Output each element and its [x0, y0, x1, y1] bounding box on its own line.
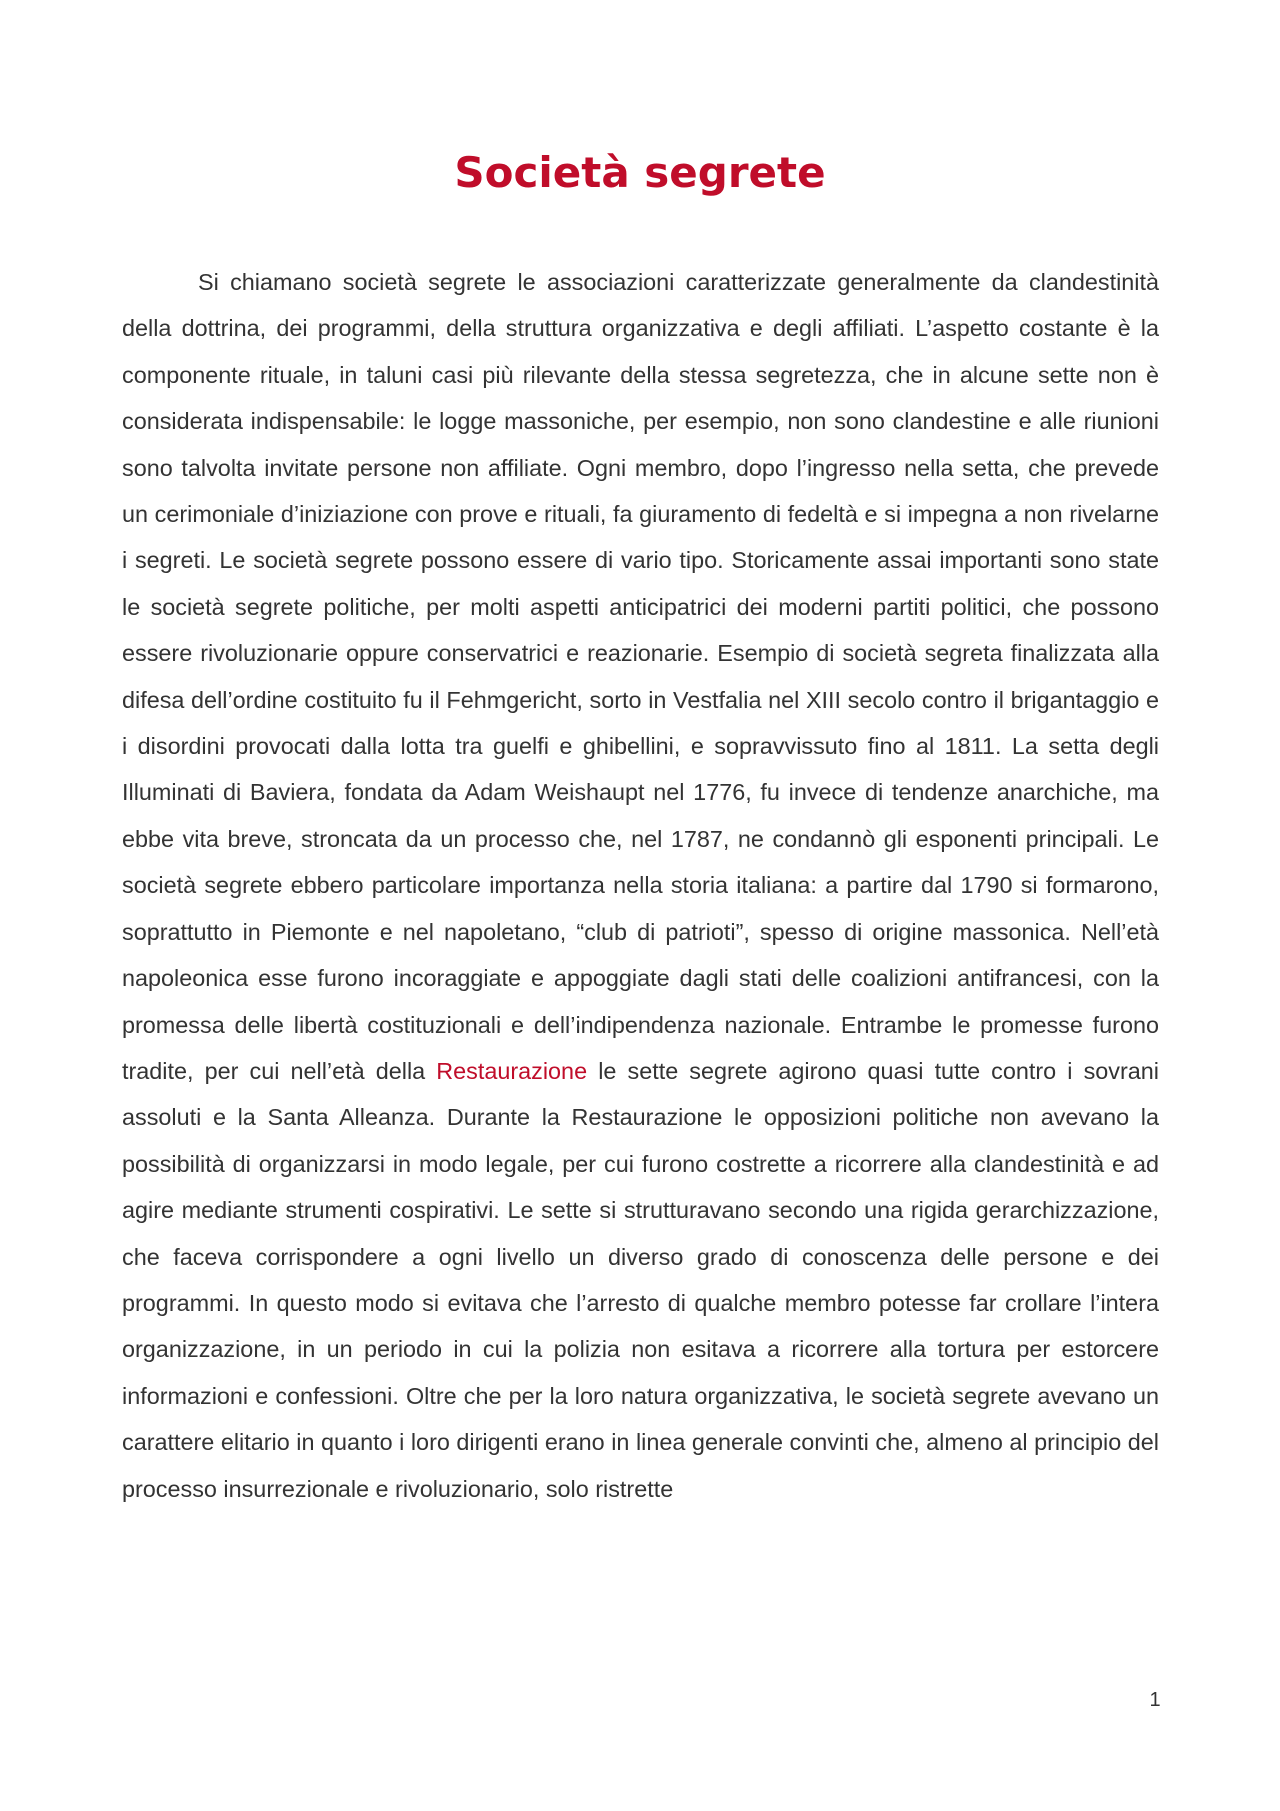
body-paragraph	[122, 259, 1159, 1512]
page-title: Società segrete	[454, 148, 826, 197]
restaurazione-link[interactable]: Restaurazione	[436, 1057, 588, 1084]
paragraph-text-end: le sette segrete agirono quasi tutte contro i sovrani assoluti e la Santa Alleanza. Durante la Restaurazione le opposizioni politiche non avevano la possibilità di organizzarsi in modo legale, per cui furono costrette a ricorrere alla clandestinità e ad agire mediante strumenti cospirativi. Le sette si strutturavano secondo una rigida gerarchizzazione, che faceva corrispondere a ogni livello un diverso grado di conoscenza delle persone e dei programmi. In questo modo si evitava che l’arresto di qualche membro potesse far crollare l’intera organizzazione, in un periodo in cui la polizia non esitava a ricorrere alla tortura per estorcere informazioni e confessioni. Oltre che per la loro natura organizzativa, le società segrete avevano un carattere elitario in quanto i loro dirigenti erano in linea generale convinti che, almeno al principio del processo insurrezionale e rivoluzionario, solo ristrette	[122, 1057, 1159, 1502]
paragraph-text-start: Si chiamano società segrete le associazioni caratterizzate generalmente da clandestinità della dottrina, dei programmi, della struttura organizzativa e degli affiliati. L’aspetto costante è la componente rituale, in taluni casi più rilevante della stessa segretezza, che in alcune sette non è considerata indispensabile: le logge massoniche, per esempio, non sono clandestine e alle riunioni sono talvolta invitate persone non affiliate. Ogni membro, dopo l’ingresso nella setta, che prevede un cerimoniale d’iniziazione con prove e rituali, fa giuramento di fedeltà e si impegna a non rivelarne i segreti. Le società segrete possono essere di vario tipo. Storicamente assai importanti sono state le società segrete politiche, per molti aspetti anticipatrici dei moderni partiti politici, che possono essere rivoluzionarie oppure conservatrici e reazionarie. Esempio di società segreta finalizzata alla difesa dell’ordine costituito fu il Fehmgericht, sorto in Vestfalia nel XIII secolo contro il brigantaggio e i disordini provocati dalla lotta tra guelfi e ghibellini, e sopravvissuto fino al 1811. La setta degli Illuminati di Baviera, fondata da Adam Weishaupt nel 1776, fu invece di tendenze anarchiche, ma ebbe vita breve, stroncata da un processo che, nel 1787, ne condannò gli esponenti principali. Le società segrete ebbero particolare importanza nella storia italiana: a partire dal 1790 si formarono, soprattutto in Piemonte e nel napoletano, “club di patrioti”, spesso di origine massonica. Nell’età napoleonica esse furono incoraggiate e appoggiate dagli stati delle coalizioni antifrancesi, con la promessa delle libertà costituzionali e dell’indipendenza nazionale. Entrambe le promesse furono tradite, per cui nell’età della	[122, 269, 1159, 1084]
page-number: 1	[1149, 1689, 1161, 1711]
